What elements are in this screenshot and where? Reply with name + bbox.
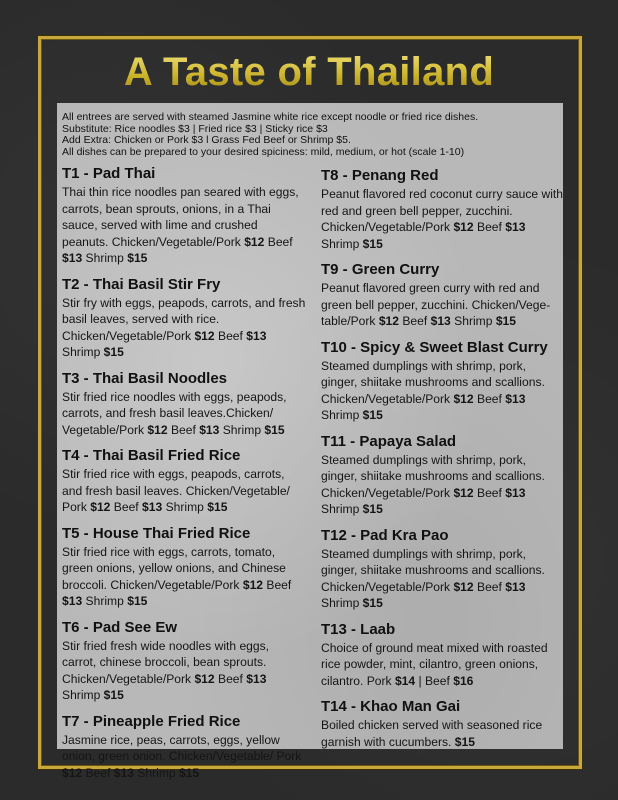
menu-item-t5 <box>62 525 306 610</box>
price: $15 <box>179 765 200 780</box>
item-desc-text: Stir fried rice with eggs, carrots, tomato, green onions, yellow onions, and Chinese broccoli. Chicken/Vegetable/Pork <box>62 544 286 592</box>
price-label: Shrimp <box>321 502 363 516</box>
price: $15 <box>362 502 383 516</box>
price-label: Beef <box>473 220 506 234</box>
price: $13 <box>199 422 220 437</box>
item-desc-text: Steamed dumplings with shrimp, pork, ginger, shiitake mushrooms and scallions. Chicken/Vegetable/Pork <box>321 452 545 500</box>
price: $13 <box>246 671 267 686</box>
price: $12 <box>194 328 215 343</box>
intro-line: All dishes can be prepared to your desired spiciness: mild, medium, or hot (scale 1-10) <box>62 145 465 158</box>
item-description <box>321 358 565 424</box>
price-label: Beef <box>263 577 292 592</box>
menu-item-t10 <box>321 339 565 424</box>
menu-item-t9 <box>321 261 565 330</box>
price: $12 <box>244 234 265 249</box>
price-label: Shrimp <box>62 345 104 359</box>
price-label: Beef <box>82 765 114 780</box>
item-description <box>321 717 565 750</box>
intro-line: Add Extra: Chicken or Pork $3 l Grass Fed Beef or Shrimp $5. <box>62 134 351 147</box>
price: $15 <box>127 251 148 265</box>
item-desc-text: Peanut flavored red coconut curry sauce with red and green bell pepper, zucchini. Chicken/Vegetable/Pork <box>321 187 564 234</box>
price: $13 <box>62 594 83 608</box>
item-title: T7 - Pineapple Fried Rice <box>62 712 241 730</box>
item-title: T6 - Pad See Ew <box>62 618 178 636</box>
item-description <box>321 186 565 252</box>
menu-item-t3 <box>62 370 306 439</box>
price-label: Beef <box>399 314 431 328</box>
price-label: Shrimp <box>62 688 104 702</box>
item-description <box>321 546 565 612</box>
price: $12 <box>453 485 474 500</box>
price: $15 <box>103 345 124 359</box>
item-description <box>62 295 306 361</box>
item-title: T1 - Pad Thai <box>62 165 156 182</box>
price: $15 <box>103 688 124 702</box>
price: $13 <box>142 500 163 514</box>
menu-intro <box>62 112 562 158</box>
price: $13 <box>246 328 267 343</box>
price-label: Beef <box>264 234 293 249</box>
item-description <box>321 280 565 330</box>
menu-item-t4 <box>62 447 306 516</box>
item-desc-text: Boiled chicken served with seasoned rice garnish with cucumbers. <box>321 718 543 749</box>
menu-title: A Taste of Thailand <box>0 50 618 95</box>
price: $12 <box>147 422 168 437</box>
item-description <box>62 389 306 439</box>
price: $15 <box>495 314 517 328</box>
item-desc-text: Stir fried rice noodles with eggs, peapods, carrots, and fresh basil leaves.Chicken/ Vegetable/Pork <box>62 389 287 437</box>
item-desc-text: Stir fry with eggs, peapods, carrots, and fresh basil leaves, served with rice. Chicken/Vegetable/Pork <box>62 295 306 343</box>
item-desc-text: Steamed dumplings with shrimp, pork, ginger, shiitake mushrooms and scallions. Chicken/Vegetable/Pork <box>321 358 545 406</box>
item-desc-text: Peanut flavored green curry with red and green bell pepper, zucchini. Chicken/Vege- table/Pork <box>321 281 551 328</box>
price-label: Shrimp <box>321 408 363 422</box>
price-label: Beef <box>473 485 506 500</box>
price-label: Shrimp <box>321 236 363 251</box>
price-label: Shrimp <box>321 596 363 610</box>
price-label: Shrimp <box>133 765 180 780</box>
price: $15 <box>362 236 383 251</box>
price: $12 <box>194 671 215 686</box>
menu-item-t2 <box>62 276 306 361</box>
price: $12 <box>453 391 474 406</box>
price: $15 <box>454 734 475 749</box>
menu-item-t6 <box>62 619 306 704</box>
price: $13 <box>62 251 83 265</box>
price: $12 <box>453 220 474 234</box>
price: $16 <box>453 673 474 688</box>
item-desc-text: Steamed dumplings with shrimp, pork, ginger, shiitake mushrooms and scallions. Chicken/Vegetable/Pork <box>321 546 545 594</box>
price: $13 <box>430 314 451 328</box>
item-title: T9 - Green Curry <box>321 261 440 278</box>
right-column <box>321 167 565 759</box>
menu-item-t11 <box>321 433 565 518</box>
price-label: Beef <box>473 391 506 406</box>
price-label: Shrimp <box>450 314 496 328</box>
menu-item-t8 <box>321 167 565 252</box>
price-label: | Beef <box>415 673 454 688</box>
item-title: T2 - Thai Basil Stir Fry <box>62 275 221 293</box>
menu-item-t14 <box>321 698 565 750</box>
item-description <box>62 184 306 267</box>
price: $13 <box>113 765 134 780</box>
price: $14 <box>394 673 416 688</box>
item-desc-text: Thai thin rice noodles pan seared with eggs, carrots, bean sprouts, onions, in a Thai sauce, served with lime and crushed peanuts. Chicken/Vegetable/Pork <box>62 185 299 249</box>
price: $12 <box>90 500 111 514</box>
price: $13 <box>505 485 526 500</box>
menu-item-t7 <box>62 713 306 782</box>
price-label: Shrimp <box>82 251 128 265</box>
price: $15 <box>207 500 228 514</box>
price: $15 <box>362 596 383 610</box>
item-description <box>62 638 306 704</box>
menu-item-t13 <box>321 621 565 690</box>
intro-line: Substitute: Rice noodles $3 | Fried rice $3 | Sticky rice $3 <box>62 122 328 135</box>
price-label: Beef <box>214 671 247 686</box>
item-title: T8 - Penang Red <box>321 167 439 184</box>
item-title: T3 - Thai Basil Noodles <box>62 369 228 387</box>
item-desc-text: Choice of ground meat mixed with roasted rice powder, mint, cilantro, green onions, cilantro. Pork <box>321 640 548 688</box>
menu-item-t1 <box>62 165 306 267</box>
item-title: T5 - House Thai Fried Rice <box>62 524 251 542</box>
price: $13 <box>505 579 526 594</box>
price: $15 <box>264 422 285 437</box>
price: $12 <box>242 577 264 592</box>
item-description <box>62 544 306 610</box>
price: $12 <box>378 314 399 328</box>
price: $15 <box>127 594 148 608</box>
price-label: Shrimp <box>82 594 128 608</box>
price-label: Beef <box>214 328 247 343</box>
price: $12 <box>453 579 474 594</box>
item-title: T11 - Papaya Salad <box>321 432 457 450</box>
price: $13 <box>505 391 526 406</box>
price-label: Beef <box>473 579 506 594</box>
item-title: T12 - Pad Kra Pao <box>321 526 449 544</box>
price-label: Shrimp <box>162 500 208 514</box>
left-column <box>62 165 306 790</box>
item-description <box>62 466 306 516</box>
item-title: T14 - Khao Man Gai <box>321 698 461 715</box>
price: $15 <box>362 408 383 422</box>
menu-item-t12 <box>321 527 565 612</box>
item-desc-text: Jasmine rice, peas, carrots, eggs, yellow onion, green onion. Chicken/Vegetable/ Pork <box>62 732 302 763</box>
item-description <box>321 452 565 518</box>
intro-line: All entrees are served with steamed Jasmine white rice except noodle or fried rice dishes. <box>62 111 479 123</box>
item-title: T10 - Spicy & Sweet Blast Curry <box>321 338 548 356</box>
price: $12 <box>62 765 83 780</box>
item-title: T13 - Laab <box>321 620 396 638</box>
price-label: Shrimp <box>219 422 265 437</box>
price-label: Beef <box>110 500 143 514</box>
item-desc-text: Stir fried fresh wide noodles with eggs, carrot, chinese broccoli, bean sprouts. Chicken/Vegetable/Pork <box>62 638 270 686</box>
item-description <box>321 640 565 690</box>
item-desc-text: Stir fried rice with eggs, peapods, carrots, and fresh basil leaves. Chicken/Vegetable/ Pork <box>62 467 290 514</box>
item-description <box>62 732 306 782</box>
item-title: T4 - Thai Basil Fried Rice <box>62 447 241 464</box>
price-label: Beef <box>167 422 200 437</box>
price: $13 <box>505 220 526 234</box>
